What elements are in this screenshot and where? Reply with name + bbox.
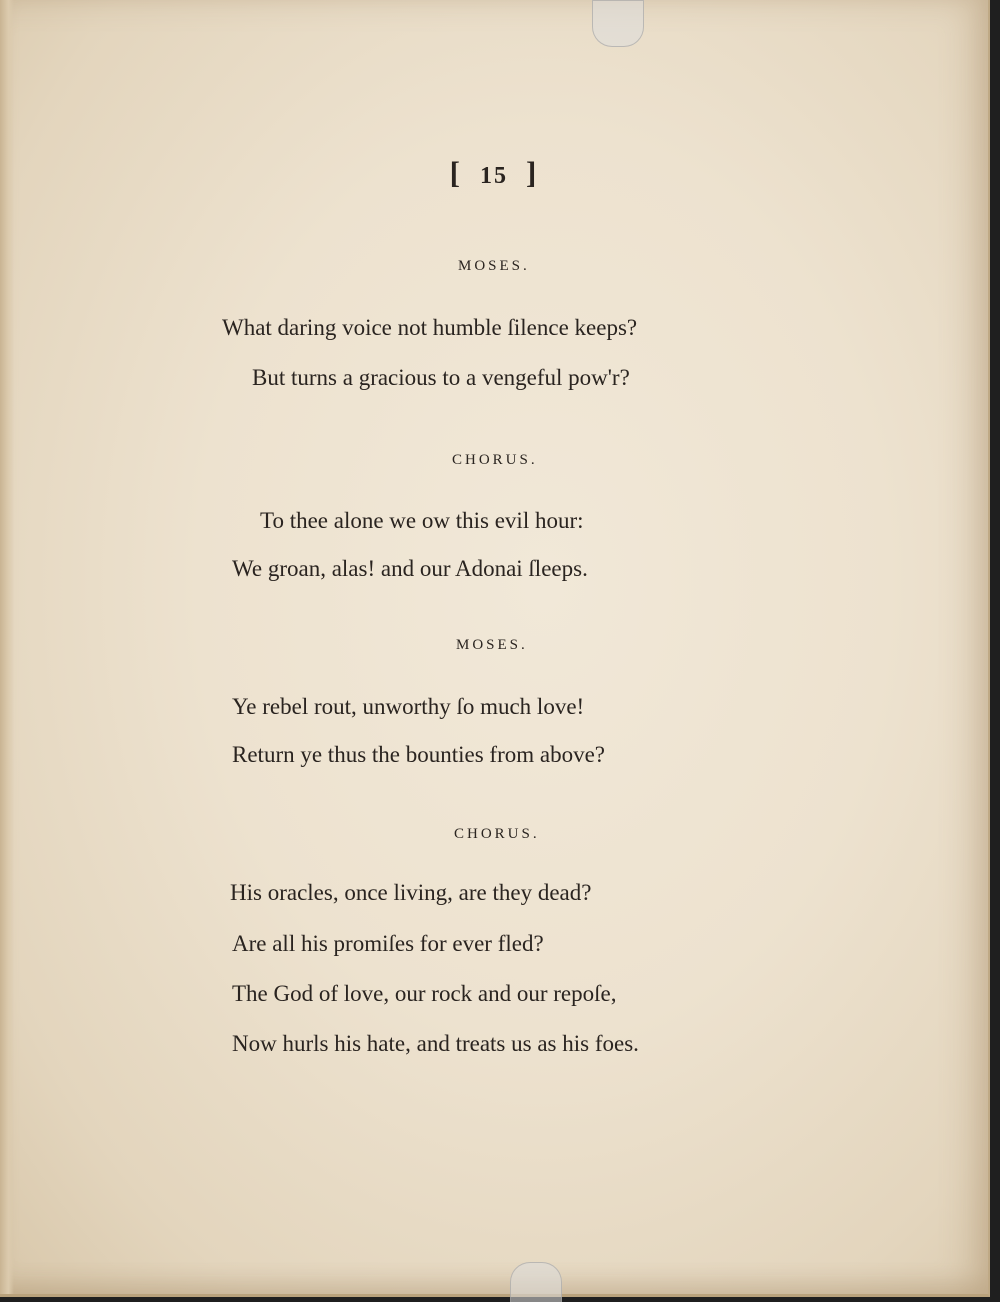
speaker-heading: MOSES. <box>458 258 530 274</box>
verse-line: His oracles, once living, are they dead? <box>230 880 592 905</box>
speaker-heading: MOSES. <box>456 637 528 653</box>
folio-number: 15 <box>480 163 508 189</box>
page-clip-bottom <box>510 1262 562 1302</box>
verse-line: Return ye thus the bounties from above? <box>232 742 606 767</box>
speaker-heading: CHORUS. <box>452 452 538 468</box>
verse-line: Now hurls his hate, and treats us as his foes. <box>232 1031 639 1056</box>
verse-line: Ye rebel rout, unworthy ſo much love! <box>232 694 585 719</box>
page-number <box>0 155 988 191</box>
verse-line: We groan, alas! and our Adonai ſleeps. <box>232 556 588 581</box>
page-clip-top <box>592 0 644 47</box>
folio-close-bracket: ] <box>526 155 539 190</box>
verse-line: But turns a gracious to a vengeful pow'r? <box>252 365 630 390</box>
speaker-heading: CHORUS. <box>454 826 540 842</box>
verse-line: What daring voice not humble ſilence keeps? <box>222 315 638 340</box>
folio-open-bracket: [ <box>449 155 462 190</box>
verse-line: Are all his promiſes for ever fled? <box>232 931 544 956</box>
verse-line: To thee alone we ow this evil hour: <box>260 508 584 533</box>
page-gutter <box>0 0 14 1294</box>
verse-line: The God of love, our rock and our repoſe, <box>232 981 617 1006</box>
